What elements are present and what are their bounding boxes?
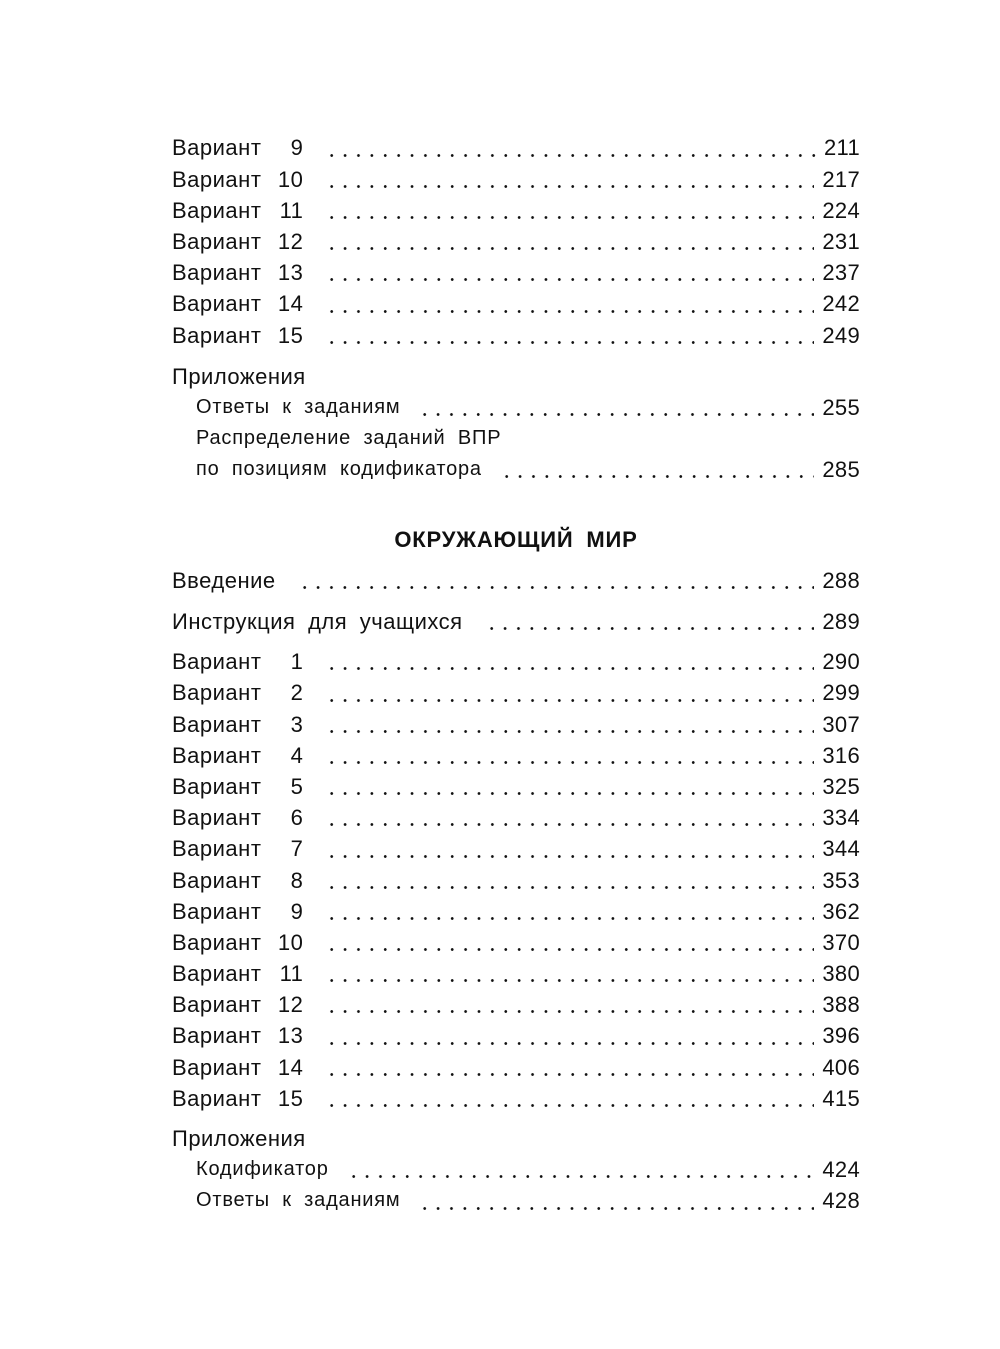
toc-entry [172, 1052, 860, 1083]
page-number: 211 [824, 135, 860, 161]
entry-label: Вариант [172, 992, 262, 1018]
page-number: 231 [822, 228, 860, 254]
toc-entry [172, 606, 860, 637]
variant-number: 3 [290, 711, 304, 737]
toc-entry [172, 865, 860, 896]
entry-label: Вариант [172, 1023, 262, 1049]
variant-number: 10 [277, 166, 304, 192]
variant-number: 10 [277, 929, 304, 955]
toc-entry [172, 320, 860, 351]
toc-entry [172, 195, 860, 226]
page-number: 249 [822, 322, 860, 348]
entry-label: Распределение заданий ВПР [196, 427, 502, 450]
appendix-title-label: Приложения [172, 363, 306, 389]
variant-number: 11 [279, 961, 304, 987]
toc-entry [172, 927, 860, 958]
dot-leader [298, 565, 815, 596]
page-number: 288 [822, 568, 860, 594]
variant-number: 8 [290, 867, 304, 893]
dot-leader [325, 1020, 814, 1051]
variant-number: 9 [290, 135, 304, 161]
entry-label: Вариант [172, 135, 262, 161]
variant-number: 14 [277, 291, 304, 317]
entry-label: Вариант [172, 680, 262, 706]
dot-leader [325, 989, 814, 1020]
entry-label: Введение [172, 568, 276, 594]
dot-leader [325, 1052, 814, 1083]
toc-entry [172, 740, 860, 771]
dot-leader [325, 226, 814, 257]
variant-number: 2 [290, 680, 304, 706]
page-number: 344 [822, 836, 860, 862]
entry-label: Вариант [172, 1085, 262, 1111]
page-number: 380 [822, 961, 860, 987]
section-heading: ОКРУЖАЮЩИЙ МИР [394, 527, 638, 553]
entry-label: Вариант [172, 711, 262, 737]
dot-leader [325, 646, 814, 677]
page-number: 255 [822, 394, 860, 420]
page-number: 353 [822, 867, 860, 893]
dot-leader [325, 771, 814, 802]
part2-intro-list [172, 565, 860, 637]
table-of-contents [172, 132, 860, 1216]
variant-number: 15 [277, 322, 304, 348]
entry-label: Вариант [172, 166, 262, 192]
entry-label: Вариант [172, 836, 262, 862]
toc-entry [172, 833, 860, 864]
entry-label: Вариант [172, 322, 262, 348]
entry-label: Вариант [172, 898, 262, 924]
page-number: 289 [822, 609, 860, 635]
dot-leader [325, 896, 814, 927]
dot-leader [325, 865, 814, 896]
dot-leader [325, 164, 814, 195]
entry-label: Вариант [172, 228, 262, 254]
entry-label: Вариант [172, 929, 262, 955]
entry-label: Кодификатор [196, 1158, 329, 1181]
toc-entry [172, 1185, 860, 1216]
dot-leader [325, 677, 814, 708]
page-number: 217 [822, 166, 860, 192]
entry-label: Ответы к заданиям [196, 395, 401, 418]
dot-leader [418, 392, 814, 423]
page-number: 299 [822, 680, 860, 706]
dot-leader [325, 132, 816, 163]
toc-entry [172, 565, 860, 596]
dot-leader [325, 927, 814, 958]
toc-entry [172, 646, 860, 677]
dot-leader [325, 833, 814, 864]
toc-entry [172, 288, 860, 319]
page-number: 362 [822, 898, 860, 924]
variant-number: 12 [277, 228, 304, 254]
entry-label: Вариант [172, 1054, 262, 1080]
part1-appendix [172, 361, 860, 486]
dot-leader [325, 195, 814, 226]
part2-variant-list [172, 646, 860, 1114]
page-number: 424 [822, 1157, 860, 1183]
toc-entry [172, 132, 860, 163]
variant-number: 7 [290, 836, 304, 862]
page-number: 428 [822, 1188, 860, 1214]
dot-leader [325, 740, 814, 771]
dot-leader [325, 320, 814, 351]
appendix-title [172, 361, 860, 392]
part2-appendix [172, 1123, 860, 1217]
variant-number: 13 [277, 1023, 304, 1049]
entry-label: по позициям кодификатора [196, 458, 482, 481]
dot-leader [325, 802, 814, 833]
toc-entry [172, 226, 860, 257]
page-number: 406 [822, 1054, 860, 1080]
page-number: 285 [822, 457, 860, 483]
variant-number: 5 [290, 773, 304, 799]
variant-number: 1 [290, 649, 304, 675]
page-number: 370 [822, 929, 860, 955]
page-number: 237 [822, 260, 860, 286]
page-number: 334 [822, 805, 860, 831]
dot-leader [325, 1083, 814, 1114]
part1-appendix-list [172, 392, 860, 486]
page-number: 415 [822, 1085, 860, 1111]
variant-number: 14 [277, 1054, 304, 1080]
dot-leader [347, 1154, 815, 1185]
page-number: 388 [822, 992, 860, 1018]
entry-label: Вариант [172, 867, 262, 893]
entry-label: Вариант [172, 197, 262, 223]
dot-leader [500, 454, 815, 485]
entry-label: Вариант [172, 291, 262, 317]
toc-entry [172, 1083, 860, 1114]
variant-number: 11 [279, 197, 304, 223]
entry-label: Вариант [172, 773, 262, 799]
dot-leader [325, 958, 814, 989]
entry-label: Вариант [172, 260, 262, 286]
variant-number: 12 [277, 992, 304, 1018]
entry-label: Вариант [172, 742, 262, 768]
part2-appendix-list [172, 1154, 860, 1216]
entry-label: Вариант [172, 649, 262, 675]
entry-label: Инструкция для учащихся [172, 609, 463, 635]
dot-leader [325, 709, 814, 740]
toc-entry [172, 1020, 860, 1051]
toc-entry [172, 802, 860, 833]
page-number: 396 [822, 1023, 860, 1049]
variant-number: 6 [290, 805, 304, 831]
appendix-title [172, 1123, 860, 1154]
dot-leader [325, 257, 814, 288]
toc-entry [172, 454, 860, 485]
page-number: 242 [822, 291, 860, 317]
toc-entry [172, 989, 860, 1020]
entry-label: Вариант [172, 805, 262, 831]
page-number: 325 [822, 773, 860, 799]
part1-variant-list [172, 132, 860, 350]
variant-number: 13 [277, 260, 304, 286]
toc-entry [172, 1154, 860, 1185]
appendix-title-label: Приложения [172, 1126, 306, 1152]
entry-label: Ответы к заданиям [196, 1189, 401, 1212]
toc-entry [172, 958, 860, 989]
dot-leader [418, 1185, 814, 1216]
entry-label: Вариант [172, 961, 262, 987]
toc-entry [172, 257, 860, 288]
dot-leader [325, 288, 814, 319]
page-number: 307 [822, 711, 860, 737]
toc-entry [172, 423, 860, 454]
variant-number: 4 [290, 742, 304, 768]
toc-entry [172, 392, 860, 423]
toc-entry [172, 709, 860, 740]
toc-entry [172, 771, 860, 802]
toc-entry [172, 677, 860, 708]
page-number: 290 [822, 649, 860, 675]
page-number: 224 [822, 197, 860, 223]
dot-leader [485, 606, 815, 637]
toc-entry [172, 896, 860, 927]
toc-entry [172, 164, 860, 195]
variant-number: 15 [277, 1085, 304, 1111]
page-number: 316 [822, 742, 860, 768]
variant-number: 9 [290, 898, 304, 924]
